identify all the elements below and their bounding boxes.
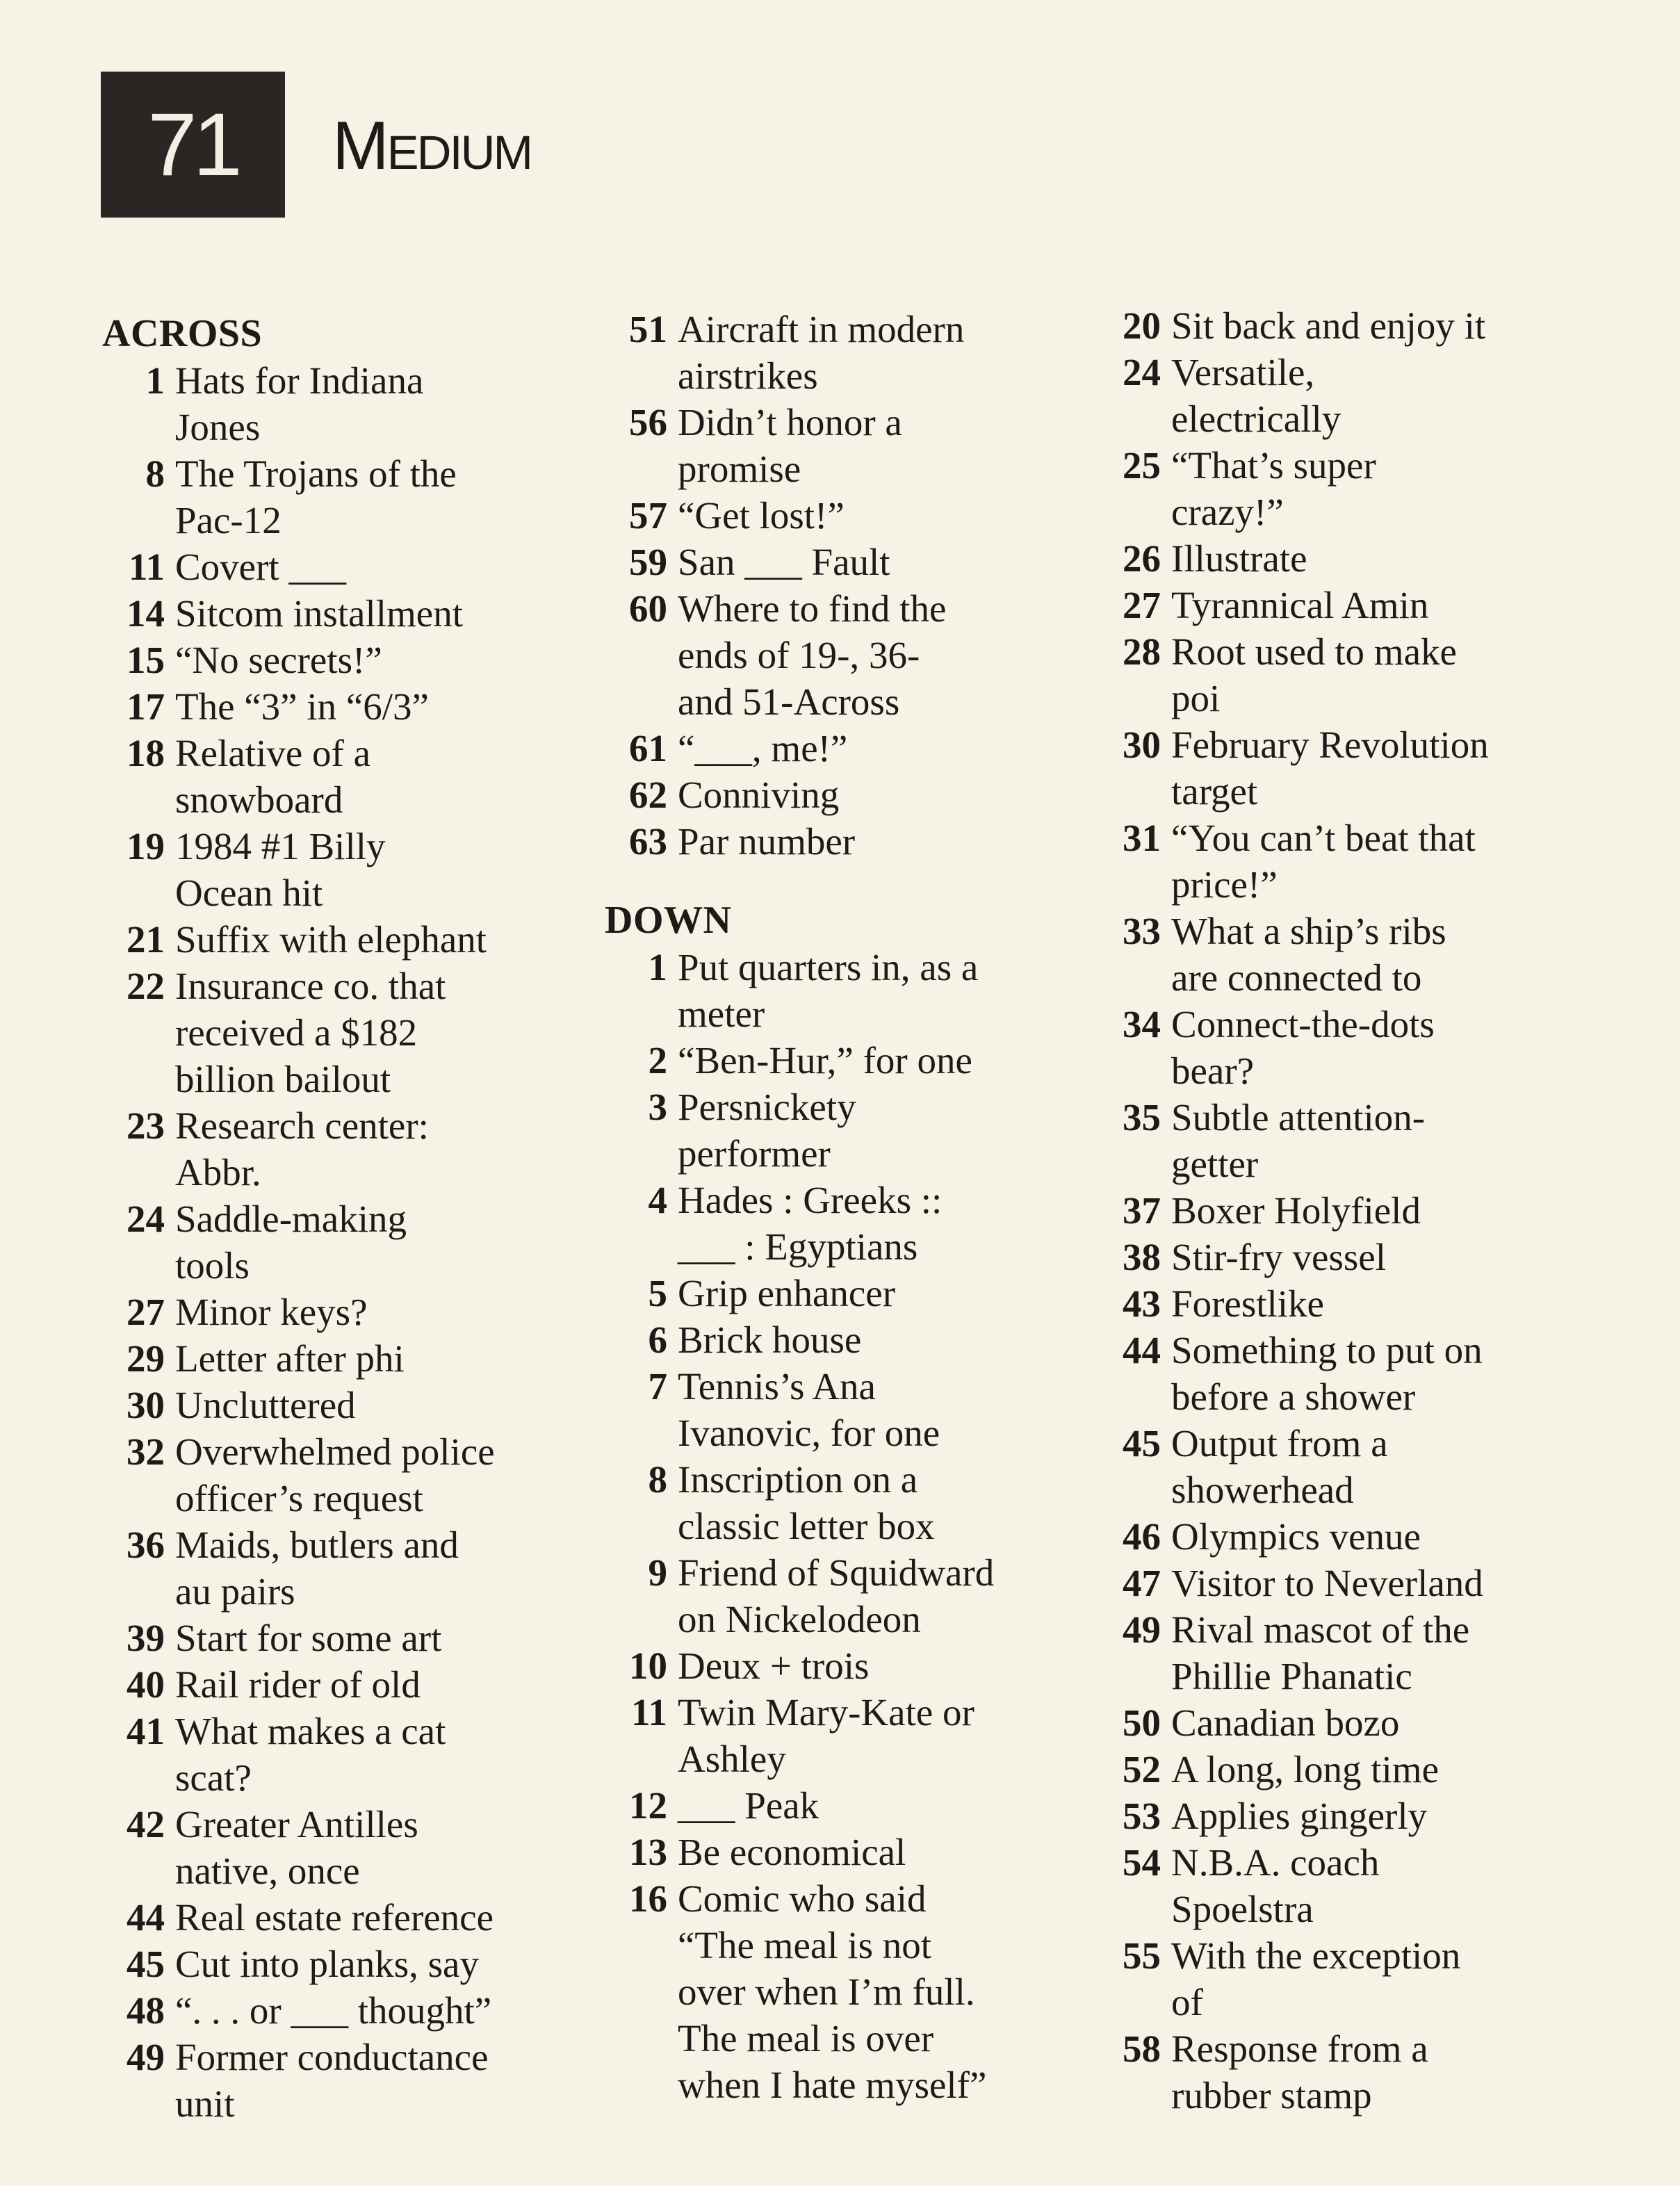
- clue-number: 19: [127, 825, 165, 867]
- clue-number: 33: [1123, 910, 1161, 952]
- clue-number: 8: [145, 452, 165, 495]
- clue-text: Output from a showerhead: [1171, 1422, 1388, 1511]
- clue-number: 44: [127, 1896, 165, 1939]
- clue-number: 49: [127, 2036, 165, 2078]
- clue-text: “. . . or ___ thought”: [175, 1989, 492, 2032]
- clue-number: 53: [1123, 1795, 1161, 1837]
- clue-text: Cut into planks, say: [175, 1943, 479, 1985]
- clue-text: Friend of Squidward on Nickelodeon: [678, 1551, 995, 1640]
- clue-text: Letter after phi: [175, 1337, 405, 1380]
- clue-text: Sitcom installment: [175, 592, 464, 635]
- clue-number: 10: [629, 1645, 667, 1687]
- clue-number: 58: [1123, 2028, 1161, 2070]
- clue-number: 30: [1123, 724, 1161, 766]
- clue-text: Inscription on a classic letter box: [678, 1458, 935, 1547]
- clue-number: 22: [127, 965, 165, 1007]
- clue-text: Par number: [678, 820, 856, 863]
- clue-number: 31: [1123, 817, 1161, 859]
- clue-number: 2: [648, 1039, 667, 1082]
- clue-text: Real estate reference: [175, 1896, 494, 1939]
- clue-text: Canadian bozo: [1171, 1702, 1400, 1744]
- down-heading: DOWN: [605, 899, 732, 942]
- clue-number: 27: [127, 1291, 165, 1333]
- clue-text: Covert ___: [175, 546, 346, 588]
- clue-text: What makes a cat scat?: [175, 1710, 446, 1799]
- clue-number: 49: [1123, 1608, 1161, 1651]
- clue-text: Maids, butlers and au pairs: [175, 1524, 459, 1613]
- across-heading: ACROSS: [102, 312, 263, 355]
- clue-text: Brick house: [678, 1319, 862, 1361]
- clue-text: Minor keys?: [175, 1291, 368, 1333]
- clue-text: Aircraft in modern airstrikes: [678, 308, 965, 397]
- clue-number: 24: [1123, 351, 1161, 393]
- clue-number: 50: [1123, 1702, 1161, 1744]
- clue-text: Forestlike: [1171, 1282, 1324, 1325]
- clue-text: “Get lost!”: [678, 494, 845, 537]
- clue-text: Rival mascot of the Phillie Phanatic: [1171, 1608, 1470, 1697]
- clue-number: 12: [629, 1784, 667, 1827]
- clue-text: Conniving: [678, 774, 840, 816]
- clue-number: 32: [127, 1430, 165, 1473]
- clue-number: 29: [127, 1337, 165, 1380]
- clue-text: Applies gingerly: [1171, 1795, 1428, 1837]
- clue-text: Boxer Holyfield: [1171, 1189, 1421, 1232]
- clue-number: 61: [629, 727, 667, 769]
- clue-text: Response from a rubber stamp: [1171, 2028, 1428, 2116]
- clue-text: With the exception of: [1171, 1934, 1461, 2023]
- clue-number: 13: [629, 1831, 667, 1873]
- clue-text: Overwhelmed police officer’s request: [175, 1430, 495, 1519]
- clue-number: 3: [648, 1086, 667, 1128]
- puzzle-number: 71: [147, 95, 238, 195]
- clue-text: 1984 #1 Billy Ocean hit: [175, 825, 386, 914]
- clue-number: 11: [129, 546, 165, 588]
- clue-text: The “3” in “6/3”: [175, 685, 429, 728]
- clue-number: 6: [648, 1319, 667, 1361]
- clue-text: “That’s super crazy!”: [1171, 444, 1376, 533]
- clue-text: ___ Peak: [678, 1784, 819, 1827]
- clue-text: Subtle attention- getter: [1171, 1096, 1426, 1185]
- clue-number: 54: [1123, 1841, 1161, 1884]
- clue-number: 46: [1123, 1515, 1161, 1558]
- clue-number: 28: [1123, 630, 1161, 673]
- clue-text: A long, long time: [1171, 1748, 1439, 1791]
- clue-number: 36: [127, 1524, 165, 1566]
- clue-number: 35: [1123, 1096, 1161, 1139]
- clue-text: Greater Antilles native, once: [175, 1803, 418, 1892]
- clue-text: Where to find the ends of 19-, 36- and 51-Across: [678, 587, 947, 723]
- clue-number: 40: [127, 1663, 165, 1706]
- clue-number: 51: [629, 308, 667, 350]
- clue-number: 25: [1123, 444, 1161, 487]
- clue-number: 57: [629, 494, 667, 537]
- clue-text: Root used to make poi: [1171, 630, 1457, 719]
- clue-text: Sit back and enjoy it: [1171, 304, 1486, 347]
- clue-text: “___, me!”: [678, 727, 848, 769]
- clue-text: Comic who said “The meal is not over when I’m full. The meal is over when I hate myself”: [678, 1877, 987, 2106]
- clue-text: Put quarters in, as a meter: [678, 946, 979, 1035]
- clue-number: 14: [127, 592, 165, 635]
- clue-text: Research center: Abbr.: [175, 1104, 429, 1193]
- clue-number: 52: [1123, 1748, 1161, 1791]
- clue-text: Relative of a snowboard: [175, 732, 370, 821]
- clue-number: 39: [127, 1617, 165, 1659]
- clue-text: “Ben-Hur,” for one: [678, 1039, 972, 1082]
- puzzle-number-badge: [101, 72, 285, 218]
- clue-number: 17: [127, 685, 165, 728]
- clue-number: 24: [127, 1198, 165, 1240]
- clue-number: 21: [127, 918, 165, 961]
- clue-text: Connect-the-dots bear?: [1171, 1003, 1435, 1092]
- clue-text: Didn’t honor a promise: [678, 401, 902, 490]
- clue-number: 38: [1123, 1236, 1161, 1278]
- clue-number: 56: [629, 401, 667, 443]
- clue-number: 47: [1123, 1562, 1161, 1604]
- clue-text: February Revolution target: [1171, 724, 1489, 813]
- clue-number: 11: [631, 1691, 667, 1734]
- clue-number: 30: [127, 1384, 165, 1426]
- clue-text: Saddle-making tools: [175, 1198, 407, 1287]
- clue-text: Illustrate: [1171, 537, 1307, 580]
- clue-text: The Trojans of the Pac-12: [175, 452, 457, 541]
- clue-number: 62: [629, 774, 667, 816]
- clue-number: 48: [127, 1989, 165, 2032]
- clue-text: Hades : Greeks :: ___ : Egyptians: [678, 1179, 943, 1268]
- clue-text: Twin Mary-Kate or Ashley: [678, 1691, 974, 1780]
- clue-number: 27: [1123, 584, 1161, 626]
- clue-text: Tyrannical Amin: [1171, 584, 1429, 626]
- clue-number: 1: [145, 359, 165, 402]
- clue-text: Rail rider of old: [175, 1663, 421, 1706]
- clue-number: 60: [629, 587, 667, 630]
- clue-text: Insurance co. that received a $182 billion bailout: [175, 965, 446, 1100]
- clue-number: 43: [1123, 1282, 1161, 1325]
- clue-number: 1: [648, 946, 667, 988]
- clue-text: San ___ Fault: [678, 541, 890, 583]
- clue-number: 5: [648, 1272, 667, 1314]
- clue-text: Something to put on before a shower: [1171, 1329, 1483, 1418]
- clue-text: Grip enhancer: [678, 1272, 896, 1314]
- clue-text: N.B.A. coach Spoelstra: [1171, 1841, 1380, 1930]
- clue-text: Stir-fry vessel: [1171, 1236, 1386, 1278]
- clue-text: Versatile, electrically: [1171, 351, 1341, 440]
- clue-text: Tennis’s Ana Ivanovic, for one: [678, 1365, 940, 1454]
- clue-text: Start for some art: [175, 1617, 442, 1659]
- clue-number: 55: [1123, 1934, 1161, 1977]
- clue-text: Deux + trois: [678, 1645, 870, 1687]
- clue-number: 45: [127, 1943, 165, 1985]
- clue-text: What a ship’s ribs are connected to: [1171, 910, 1446, 999]
- clue-number: 34: [1123, 1003, 1161, 1045]
- clue-number: 9: [648, 1551, 667, 1594]
- clue-number: 63: [629, 820, 667, 863]
- clue-number: 16: [629, 1877, 667, 1920]
- clue-number: 4: [648, 1179, 667, 1221]
- clue-number: 44: [1123, 1329, 1161, 1371]
- clue-text: Persnickety performer: [678, 1086, 856, 1175]
- difficulty-label: Medium: [332, 107, 531, 183]
- clue-number: 23: [127, 1104, 165, 1147]
- clue-text: Hats for Indiana Jones: [175, 359, 424, 448]
- clue-number: 42: [127, 1803, 165, 1845]
- clue-text: “You can’t beat that price!”: [1171, 817, 1476, 906]
- clue-text: Be economical: [678, 1831, 906, 1873]
- clue-number: 18: [127, 732, 165, 774]
- clue-number: 41: [127, 1710, 165, 1752]
- clue-text: Visitor to Neverland: [1171, 1562, 1483, 1604]
- clue-number: 45: [1123, 1422, 1161, 1465]
- clue-number: 7: [648, 1365, 667, 1408]
- clue-text: Suffix with elephant: [175, 918, 487, 961]
- clue-text: Olympics venue: [1171, 1515, 1421, 1558]
- clue-number: 37: [1123, 1189, 1161, 1232]
- clue-text: Former conductance unit: [175, 2036, 489, 2125]
- clue-number: 59: [629, 541, 667, 583]
- clue-number: 20: [1123, 304, 1161, 347]
- clue-text: “No secrets!”: [175, 639, 382, 681]
- clue-text: Uncluttered: [175, 1384, 356, 1426]
- clue-number: 15: [127, 639, 165, 681]
- clue-number: 8: [648, 1458, 667, 1501]
- clue-number: 26: [1123, 537, 1161, 580]
